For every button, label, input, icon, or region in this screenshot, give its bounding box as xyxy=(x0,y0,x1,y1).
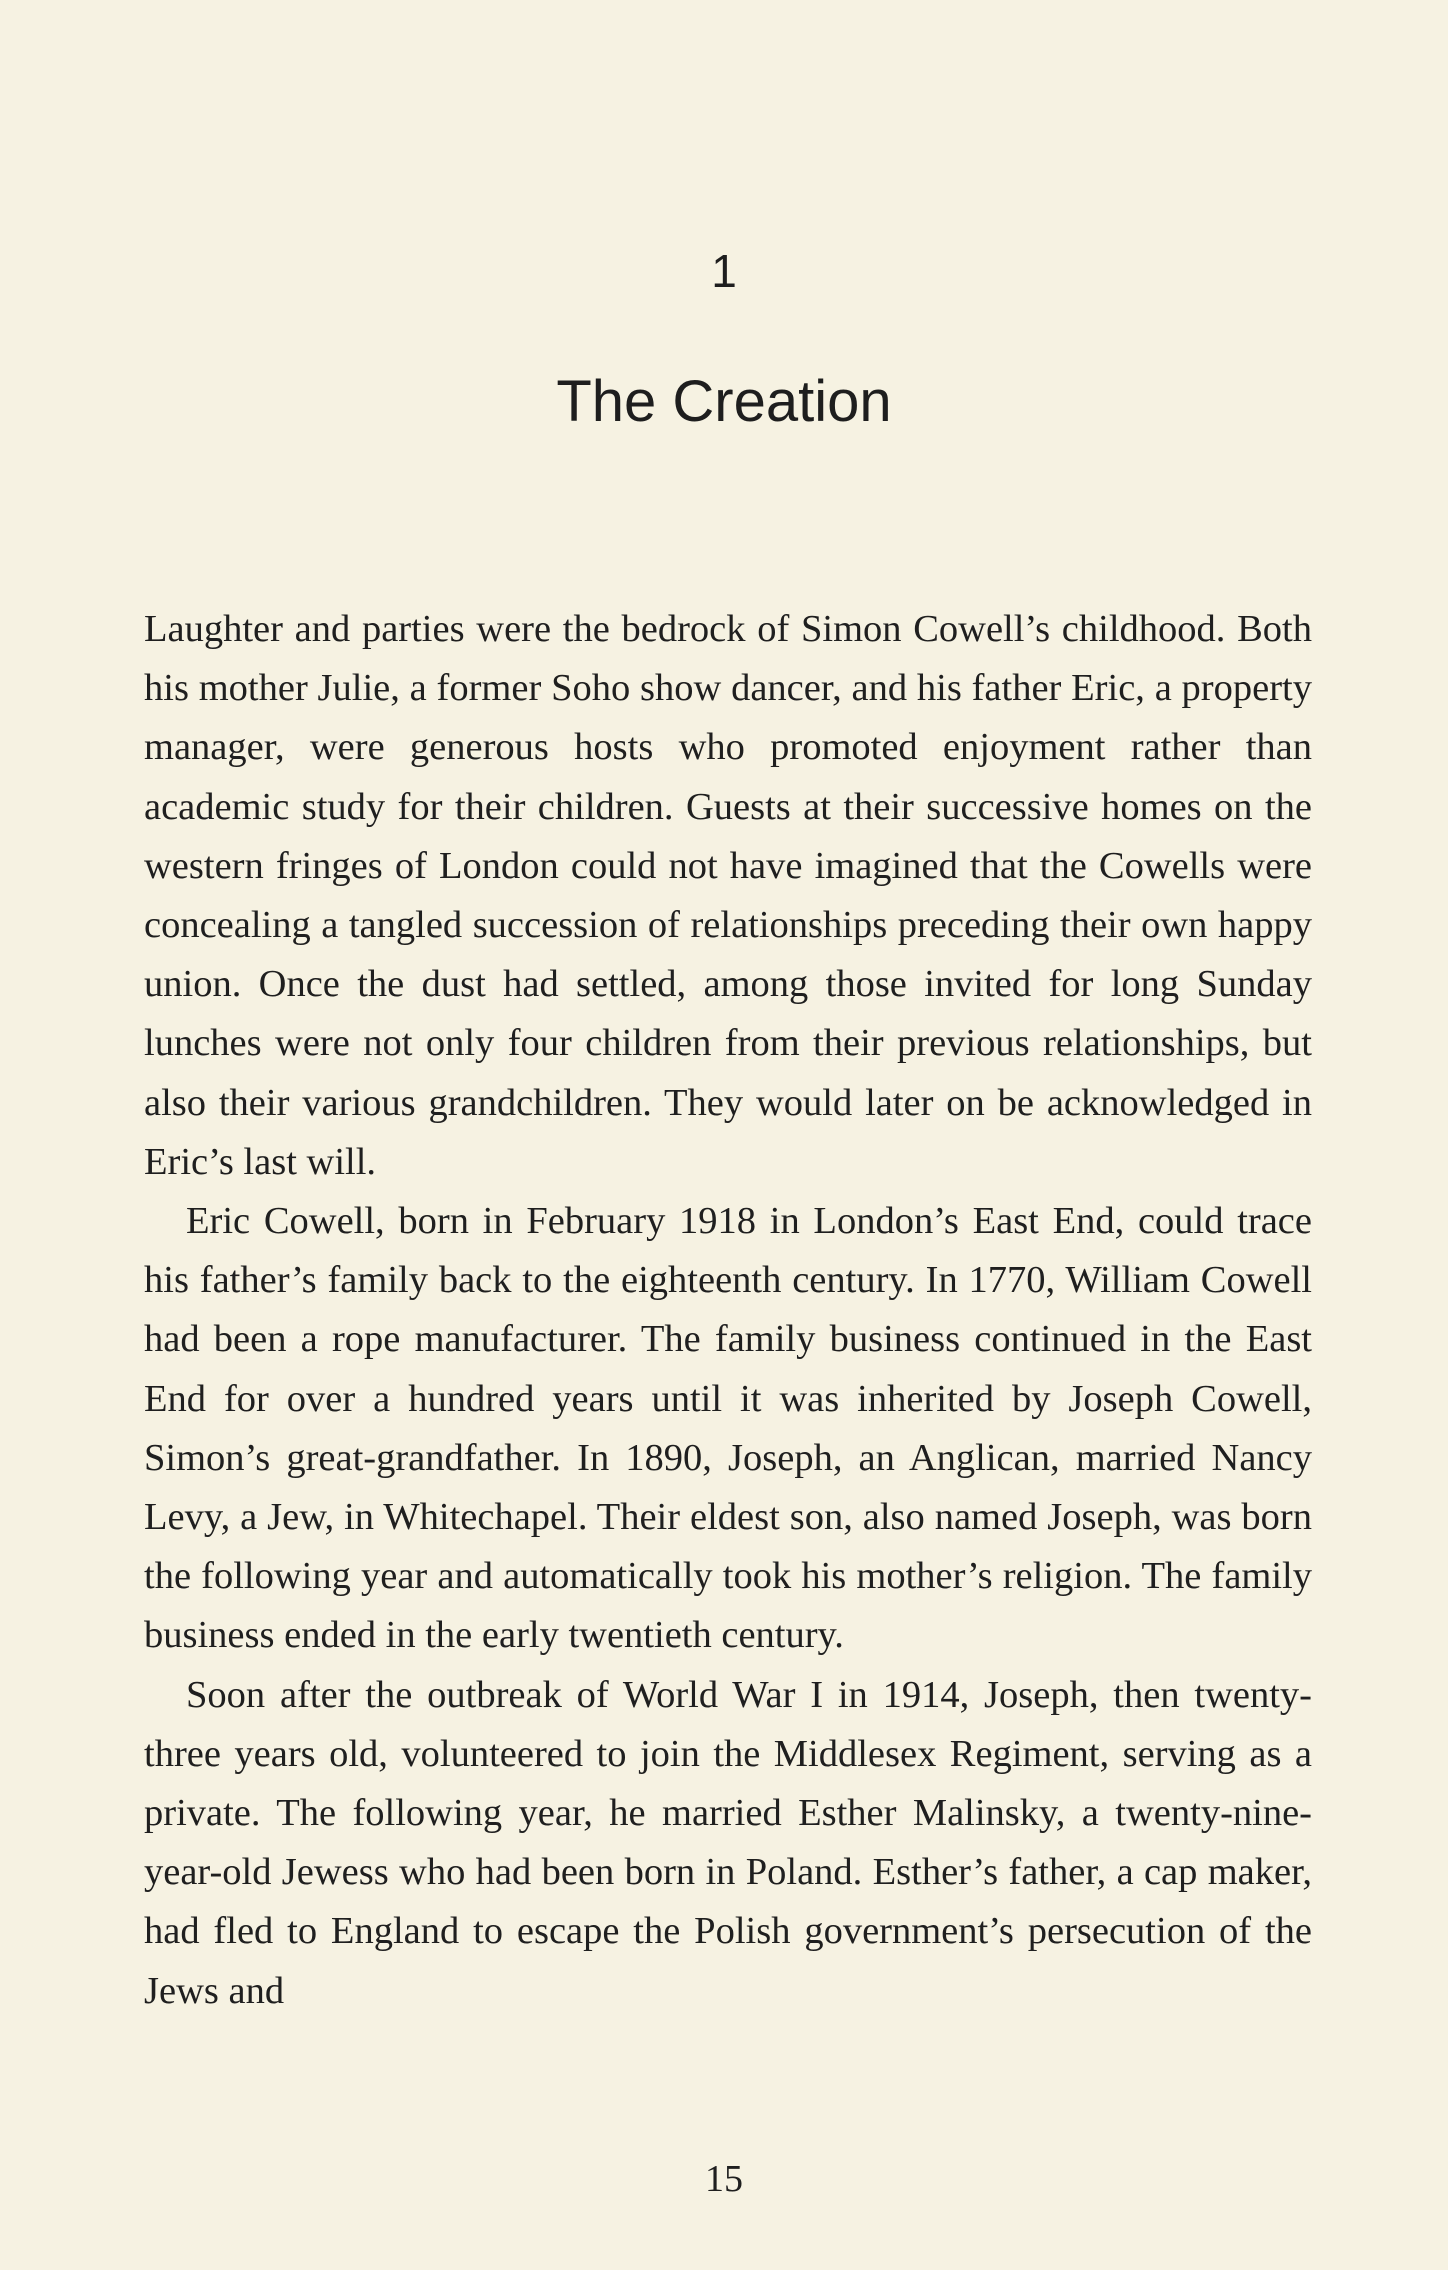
paragraph-1: Laughter and parties were the bedrock of Simon Cowell’s childhood. Both his mother Julie, a former Soho show dancer, and his father Eric, a property manager, were generous hosts who promoted enjoyment rather than academic study for their children. Guests at their successive homes on the western fringes of London could not have imagined that the Cowells were concealing a tangled succession of relationships preceding their own happy union. Once the dust had settled, among those invited for long Sunday lunches were not only four children from their previous relationships, but also their various grandchildren. They would later on be acknowledged in Eric’s last will. xyxy=(144,608,1312,1183)
chapter-number: 1 xyxy=(711,245,737,297)
paragraph-3: Soon after the outbreak of World War I in 1914, Joseph, then twenty-three years old, volunteered to join the Middlesex Regiment, serving as a private. The following year, he married Esther Malinsky, a twenty-nine-year-old Jewess who had been born in Poland. Esther’s father, a cap maker, had fled to England to escape the Polish government’s persecution of the Jews and xyxy=(144,1673,1312,2012)
page-number: 15 xyxy=(705,2158,743,2200)
paragraph-2: Eric Cowell, born in February 1918 in London’s East End, could trace his father’s family back to the eighteenth century. In 1770, William Cowell had been a rope manufacturer. The family business continued in the East End for over a hundred years until it was inherited by Joseph Cowell, Simon’s great-grandfather. In 1890, Joseph, an Anglican, married Nancy Levy, a Jew, in Whitechapel. Their eldest son, also named Joseph, was born the following year and automatically took his mother’s religion. The family business ended in the early twentieth century. xyxy=(144,1200,1312,1657)
chapter-title: The Creation xyxy=(556,369,892,434)
chapter-body xyxy=(144,600,1312,2021)
